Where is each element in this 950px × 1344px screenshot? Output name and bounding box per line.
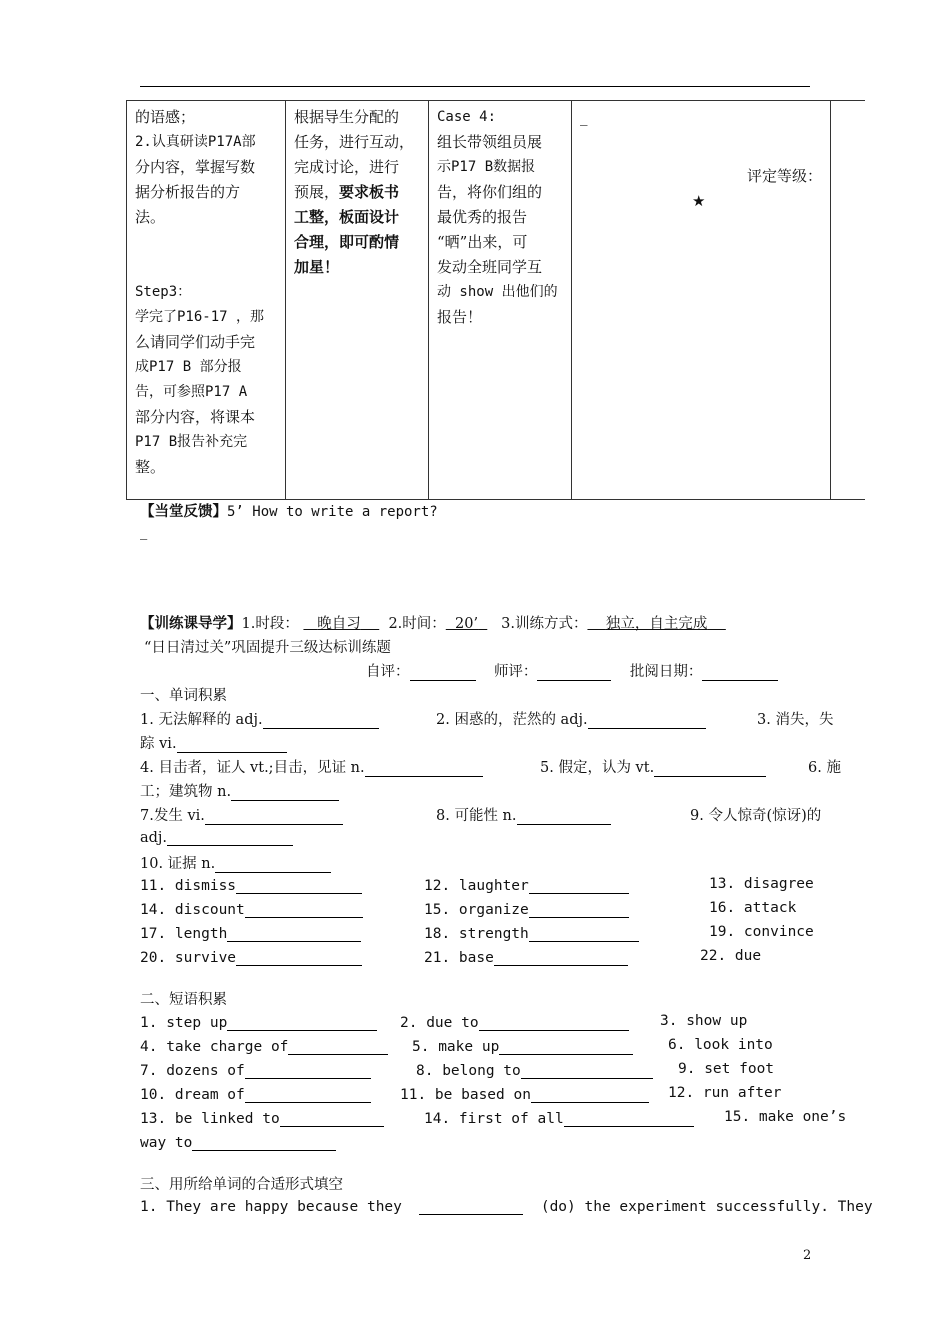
cell-line: 法。 [135,208,166,226]
phrase-item-cont: way to [140,1135,193,1151]
cell-line-bold: 要求板书 [339,183,400,201]
table-cell-steps [127,101,286,500]
period-value: 晚自习 [317,616,361,632]
cell-line: 示P17 B数据报 [437,159,536,175]
review-date-label: 批阅日期： [629,664,703,680]
phrase-item: 3. show up [660,1013,748,1029]
cell-line: 完成讨论，进行 [294,158,400,176]
feedback-label: 【当堂反馈】 [140,503,227,520]
training-subtitle: “日日清过关”巩固提升三级达标训练题 [144,640,391,656]
vocab-q1: 1. 无法解释的 adj. [140,712,263,728]
vocab-q4: 4. 目击者，证人 vt.;目击，见证 n. [140,760,365,776]
word-item: 13. disagree [709,876,814,892]
page-number: 2 [803,1248,812,1263]
vocab-q3-cont: 踪 vi. [140,736,177,752]
cell-line: 发动全班同学互 [437,258,543,276]
cell-line-bold: 工整，板面设计 [294,208,400,226]
feedback-text: 5’ How to write a report? [227,504,438,520]
fill-q1: 1. They are happy because they [140,1199,402,1215]
word-item: 11. dismiss [140,878,237,894]
teacher-eval-label: 师评： [493,664,538,680]
header-rule [140,86,810,87]
cell-line: 组长带领组员展 [437,133,543,151]
word-item: 18. strength [424,926,529,942]
cell-line: 最优秀的报告 [437,208,528,226]
cell-line: 成P17 B 部分报 [135,359,242,375]
period-label: 1.时段： [241,616,299,632]
cell-line: 的语感； [135,108,196,126]
cell-line-bold: 加星！ [294,258,340,276]
table-cell-rating [572,101,831,500]
time-label: 2.时间： [388,616,446,632]
vocab-q5: 5. 假定，认为 vt. [540,760,655,776]
cell-line: 任务，进行互动， [294,133,415,151]
cell-line: 告，将你们组的 [437,183,543,201]
phrase-item: 5. make up [412,1039,500,1055]
word-item: 17. length [140,926,228,942]
vocab-q8: 8. 可能性 n. [436,808,517,824]
word-item: 22. due [700,948,762,964]
vocab-q7: 7.发生 vi. [140,808,205,824]
mode-value: 独立，自主完成 [605,616,708,632]
cell-line: 学完了P16-17 ，那 [135,309,265,325]
dash-mark: _ [580,108,588,126]
vocab-q6: 6. 施 [808,760,841,776]
cell-line: 预展， [294,183,340,201]
word-item: 21. base [424,950,494,966]
cell-line: P17 B报告补充完 [135,434,248,450]
mode-label: 3.训练方式： [501,616,588,632]
table-cell-tasks [286,101,429,500]
cell-line: 整。 [135,458,166,476]
star-icon: ★ [692,192,706,210]
self-eval-label: 自评： [366,664,410,680]
training-label: 【训练课导学】 [140,615,242,632]
word-item: 14. discount [140,902,245,918]
cell-line: 2.认真研读P17A部 [135,134,256,150]
vocab-q3: 3. 消失，失 [757,712,834,728]
vocab-q6-cont: 工；建筑物 n. [140,784,232,800]
cell-line: 据分析报告的方 [135,183,241,201]
rating-label: 评定等级： [746,167,822,185]
section1-title: 一、单词积累 [140,688,227,704]
cell-line: Step3： [135,284,192,300]
time-value: 20’ [455,616,479,632]
cell-line-bold: 合理，即可酌情 [294,233,400,251]
cell-line: 根据导生分配的 [294,108,400,126]
phrase-item: 15. make one’s [724,1109,847,1125]
word-item: 19. convince [709,924,814,940]
cell-line: 分内容，掌握写数 [135,158,256,176]
phrase-item: 11. be based on [400,1087,531,1103]
phrase-item: 4. take charge of [140,1039,289,1055]
section2-title: 二、短语积累 [140,992,227,1008]
phrase-item: 9. set foot [678,1061,775,1077]
lesson-table [126,100,865,500]
phrase-item: 10. dream of [140,1087,245,1103]
phrase-item: 6. look into [668,1037,773,1053]
cell-line: 部分内容，将课本 [135,408,256,426]
feedback-dash: _ [140,524,148,540]
vocab-q9-cont: adj. [140,830,168,846]
cell-line: 么请同学们动手完 [135,333,256,351]
fill-q1-cont: (do) the experiment successfully. They [540,1199,873,1215]
word-item: 20. survive [140,950,237,966]
vocab-q9: 9. 令人惊奇(惊讶)的 [690,808,822,824]
phrase-item: 7. dozens of [140,1063,245,1079]
cell-line: 报告！ [437,308,483,326]
cell-line: 告，可参照P17 A [135,384,248,400]
word-item: 12. laughter [424,878,529,894]
phrase-item: 2. due to [400,1015,479,1031]
word-item: 16. attack [709,900,797,916]
cell-line: “晒”出来，可 [437,233,528,251]
cell-line: Case 4: [437,109,497,125]
cell-line: 动 show 出他们的 [437,284,558,300]
table-cell-empty [831,101,866,500]
phrase-item: 8. belong to [416,1063,521,1079]
section3-title: 三、用所给单词的合适形式填空 [140,1177,343,1193]
phrase-item: 12. run after [668,1085,782,1101]
phrase-item: 13. be linked to [140,1111,280,1127]
cell-line [135,255,277,280]
word-item: 15. organize [424,902,529,918]
phrase-item: 14. first of all [424,1111,564,1127]
vocab-q2: 2. 困惑的，茫然的 adj. [436,712,588,728]
table-cell-case [429,101,572,500]
phrase-item: 1. step up [140,1015,228,1031]
cell-line [135,230,277,255]
vocab-q10: 10. 证据 n. [140,856,216,872]
